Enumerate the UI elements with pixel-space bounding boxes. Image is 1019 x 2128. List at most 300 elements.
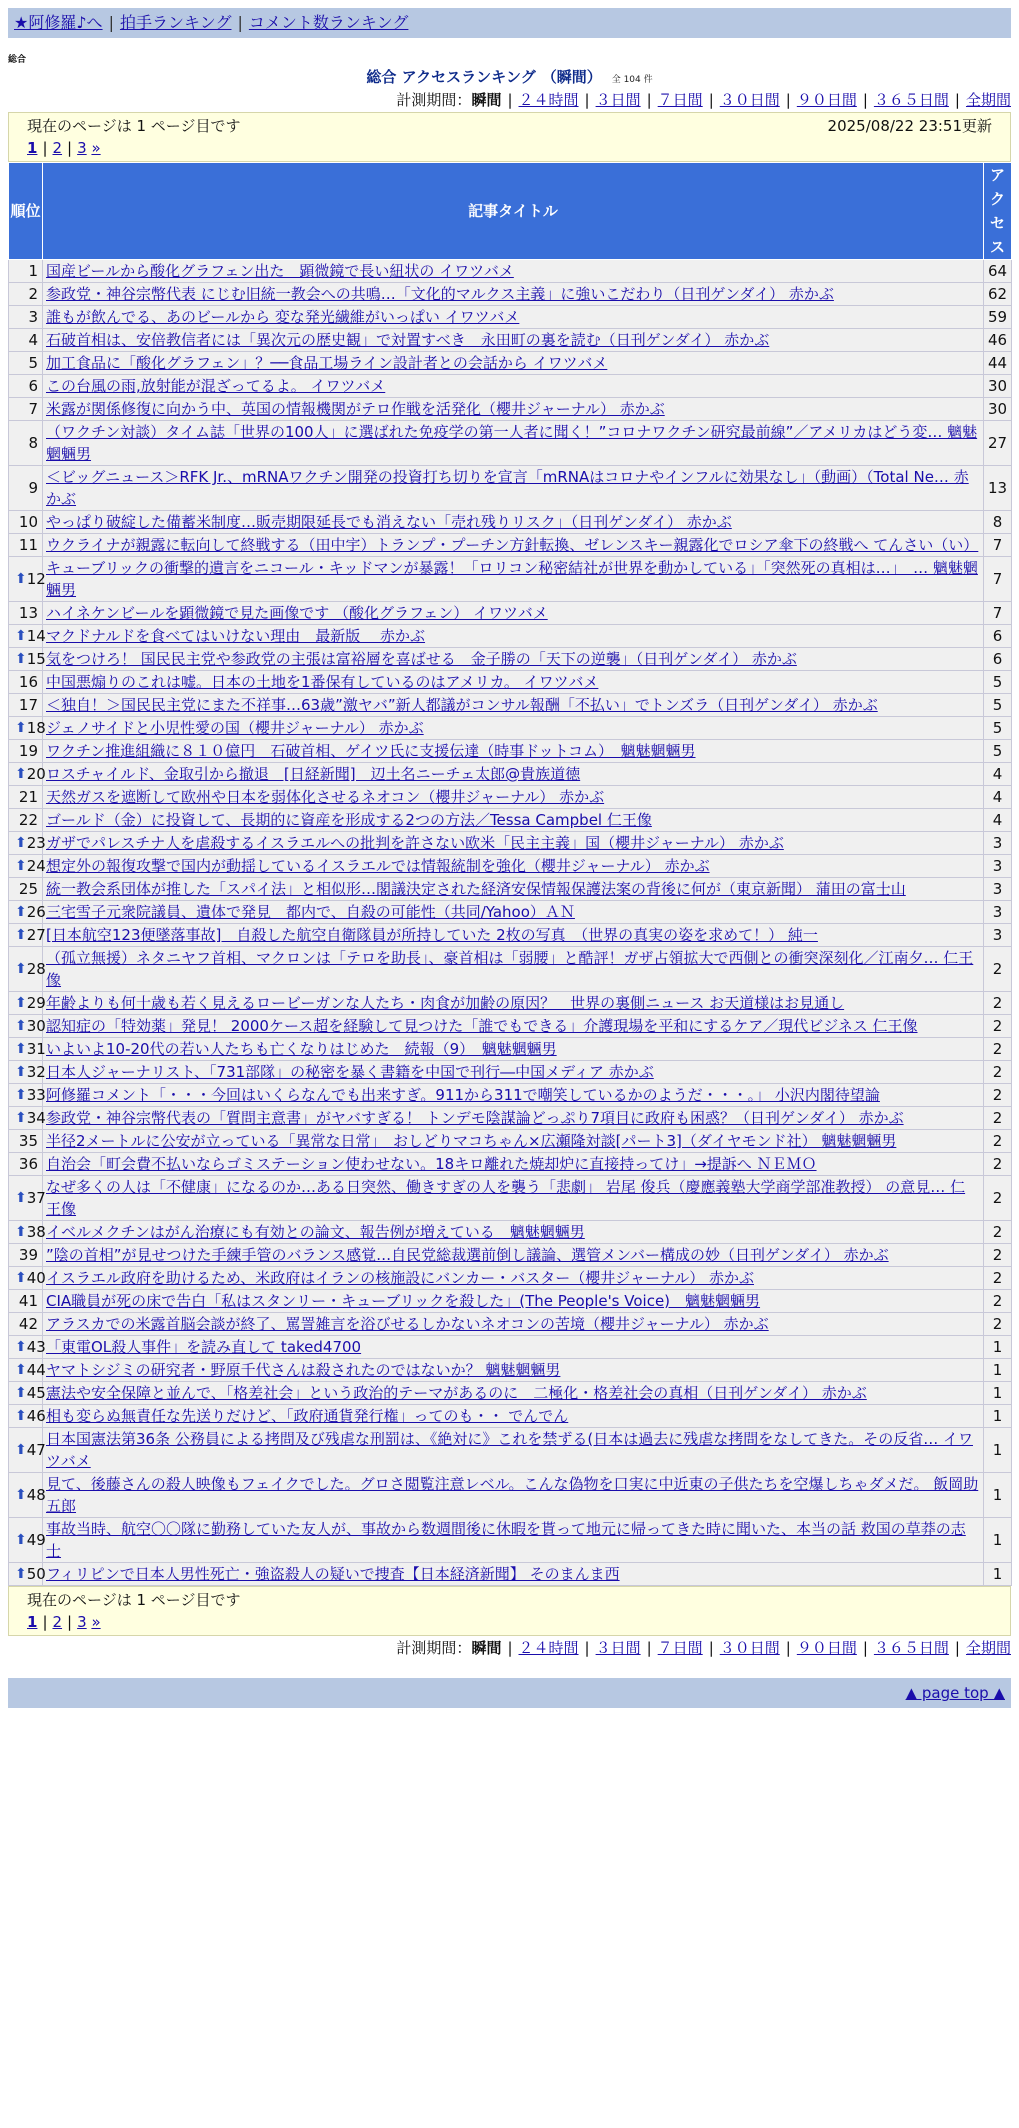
access-count: 2 <box>984 1107 1012 1130</box>
title-cell <box>43 260 984 283</box>
title-cell <box>43 855 984 878</box>
table-row <box>9 1290 1012 1313</box>
article-title-link[interactable]: ハイネケンビールを顕微鏡で見た画像です （酸化グラフェン） イワツバメ <box>46 604 548 622</box>
rank-number: 27 <box>26 926 46 944</box>
ranking-table-body <box>9 260 1012 1586</box>
page-title <box>8 66 1011 88</box>
article-title-link[interactable]: 石破首相は、安倍教信者には「異次元の歴史観」で対置すべき 永田町の裏を読む（日刊ゲンダイ） 赤かぶ <box>46 331 770 349</box>
rank-number: 28 <box>26 960 46 978</box>
table-row <box>9 878 1012 901</box>
up-arrow-icon: ⬆ <box>15 628 27 644</box>
access-count: 30 <box>984 375 1012 398</box>
rank-cell <box>9 421 43 466</box>
access-count: 7 <box>984 557 1012 602</box>
article-title-link[interactable]: 年齢よりも何十歳も若く見えるロービーガンな人たち・肉食が加齢の原因？ 世界の裏側ニュース お天道様はお見通し <box>46 994 845 1012</box>
rank-number: 7 <box>28 400 38 418</box>
table-row <box>9 671 1012 694</box>
rank-header: 順位 <box>9 163 43 260</box>
period-link-3[interactable]: ３０日間 <box>719 1639 780 1657</box>
rank-cell <box>9 329 43 352</box>
rank-number: 1 <box>28 262 38 280</box>
page-separator: | <box>42 1613 48 1631</box>
rank-number: 38 <box>26 1223 46 1241</box>
up-arrow-icon: ⬆ <box>15 858 27 874</box>
period-separator: | <box>584 91 590 109</box>
page-separator: | <box>42 139 48 157</box>
up-arrow-icon: ⬆ <box>15 961 27 977</box>
access-count: 2 <box>984 1267 1012 1290</box>
article-title-link[interactable]: なぜ多くの人は「不健康」になるのか…ある日突然、働きすぎの人を襲う「悲劇」 岩尾 俊兵（慶應義塾大学商学部准教授） の意見… 仁王像 <box>46 1178 966 1218</box>
rank-number: 22 <box>18 811 38 829</box>
rank-cell <box>9 786 43 809</box>
access-count: 5 <box>984 717 1012 740</box>
access-count: 64 <box>984 260 1012 283</box>
rank-cell <box>9 992 46 1015</box>
rank-cell <box>9 260 43 283</box>
article-title-link[interactable]: 「東電OL殺人事件」を読み直して taked4700 <box>46 1338 362 1356</box>
rank-cell <box>9 398 43 421</box>
access-count: 5 <box>984 694 1012 717</box>
access-count: 5 <box>984 671 1012 694</box>
period-link-1[interactable]: ３日間 <box>595 91 641 109</box>
period-separator: | <box>862 1639 868 1657</box>
table-row <box>9 1176 1012 1221</box>
article-title-link[interactable]: 半径2メートルに公安が立っている「異常な日常」 おしどりマコちゃん×広瀬隆対談[パート3]（ダイヤモンド社） 魑魅魍魎男 <box>46 1132 897 1150</box>
up-arrow-icon: ⬆ <box>15 1018 27 1034</box>
table-row <box>9 855 1012 878</box>
period-label: 計測期間： <box>396 1639 472 1657</box>
period-current: 瞬間 <box>471 1639 502 1657</box>
table-row <box>9 1107 1012 1130</box>
article-title-link[interactable]: いよいよ10-20代の若い人たちも亡くなりはじめた 続報（9） 魑魅魍魎男 <box>46 1040 557 1058</box>
rank-number: 31 <box>26 1040 46 1058</box>
rank-cell <box>9 625 46 648</box>
period-link-1[interactable]: ３日間 <box>595 1639 641 1657</box>
article-title-link[interactable]: ヤマトシジミの研究者・野原千代さんは殺されたのではないか？ 魑魅魍魎男 <box>46 1361 561 1379</box>
article-title-link[interactable]: 統一教会系団体が推した「スパイ法」と相似形…閣議決定された経済安保情報保護法案の背後に何が（東京新聞） 蒲田の富士山 <box>46 880 906 898</box>
table-row <box>9 466 1012 511</box>
updated-timestamp: 2025/08/22 23:51更新 <box>827 117 992 135</box>
breadcrumb: 総合 <box>8 55 27 65</box>
rank-number: 12 <box>26 570 46 588</box>
rank-number: 45 <box>26 1384 46 1402</box>
access-count: 3 <box>984 832 1012 855</box>
article-title-link[interactable]: （孤立無援）ネタニヤフ首相、マクロンは「テロを助長」、豪首相は「弱腰」と酷評！ガザ占領拡大で西側との衝突深刻化／江南夕… 仁王像 <box>46 949 974 989</box>
period-link-2[interactable]: ７日間 <box>657 1639 703 1657</box>
article-title-link[interactable]: 相も変らぬ無責任な先送りだけど、「政府通貨発行権」ってのも・・ でんでん <box>46 1407 569 1425</box>
rank-number: 39 <box>18 1246 38 1264</box>
article-title-link[interactable]: ゴールド（金）に投資して、長期的に資産を形成する2つの方法／Tessa Campbel 仁王像 <box>46 811 652 829</box>
title-cell <box>43 763 984 786</box>
title-cell <box>43 625 984 648</box>
up-arrow-icon: ⬆ <box>15 1270 27 1286</box>
rank-cell <box>9 1107 46 1130</box>
article-title-link[interactable]: イベルメクチンはがん治療にも有効との論文、報告例が増えている 魑魅魍魎男 <box>46 1223 585 1241</box>
rank-cell <box>9 1290 43 1313</box>
table-row <box>9 1336 1012 1359</box>
access-count: 1 <box>984 1382 1012 1405</box>
rank-number: 49 <box>26 1531 46 1549</box>
table-row <box>9 1244 1012 1267</box>
up-arrow-icon: ⬆ <box>15 720 27 736</box>
page-separator: | <box>67 1613 73 1631</box>
title-cell <box>43 786 984 809</box>
access-count: 3 <box>984 901 1012 924</box>
period-link-5[interactable]: ３６５日間 <box>873 1639 949 1657</box>
title-cell <box>43 1518 984 1563</box>
access-count: 6 <box>984 625 1012 648</box>
access-count: 1 <box>984 1563 1012 1586</box>
table-row <box>9 947 1012 992</box>
access-count: 2 <box>984 947 1012 992</box>
rank-cell <box>9 306 43 329</box>
table-row <box>9 1130 1012 1153</box>
period-link-2[interactable]: ７日間 <box>657 91 703 109</box>
article-title-link[interactable]: 米露が関係修復に向かう中、英国の情報機関がテロ作戦を活発化（櫻井ジャーナル） 赤かぶ <box>46 400 665 418</box>
rank-number: 36 <box>18 1155 38 1173</box>
rank-cell <box>9 1382 46 1405</box>
page-link-2[interactable]: 2 <box>52 139 63 157</box>
up-arrow-icon: ⬆ <box>15 1041 27 1057</box>
rank-number: 20 <box>26 765 46 783</box>
article-title-link[interactable]: 誰もが飲んでる、あのビールから 変な発光繊維がいっぱい イワツバメ <box>46 308 520 326</box>
article-title-link[interactable]: 日本国憲法第36条 公務員による拷問及び残虐な刑罰は、《絶対に》これを禁ずる(日本は過去に残虐な拷問をなしてきた。その反省… イワツバメ <box>46 1430 973 1470</box>
up-arrow-icon: ⬆ <box>15 1532 27 1548</box>
rank-cell <box>9 1015 46 1038</box>
title-cell <box>43 466 984 511</box>
table-row <box>9 648 1012 671</box>
title-cell <box>43 1107 984 1130</box>
article-title-link[interactable]: やっぱり破綻した備蓄米制度…販売期限延長でも消えない「売れ残りリスク」（日刊ゲンダイ） 赤かぶ <box>46 513 732 531</box>
title-cell <box>43 1563 984 1586</box>
period-selector-bottom <box>8 1636 1011 1660</box>
page-top-link[interactable]: ▲ page top ▲ <box>905 1684 1005 1702</box>
article-title-link[interactable]: ガザでパレスチナ人を虐殺するイスラエルへの批判を許さない欧米「民主主義」国（櫻井ジャーナル） 赤かぶ <box>46 834 784 852</box>
access-count: 4 <box>984 763 1012 786</box>
rank-cell <box>9 1313 43 1336</box>
page-link-current[interactable]: 1 <box>27 1613 38 1631</box>
title-cell <box>43 1405 984 1428</box>
period-separator: | <box>708 1639 714 1657</box>
page-title-mode: （瞬間） <box>541 68 602 86</box>
rank-number: 5 <box>28 354 38 372</box>
title-cell <box>43 557 984 602</box>
article-title-link[interactable]: ジェノサイドと小児性愛の国（櫻井ジャーナル） 赤かぶ <box>46 719 424 737</box>
access-count: 27 <box>984 421 1012 466</box>
rank-number: 35 <box>18 1132 38 1150</box>
article-title-link[interactable]: 想定外の報復攻撃で国内が動揺しているイスラエルでは情報統制を強化（櫻井ジャーナル） 赤かぶ <box>46 857 710 875</box>
access-header: アクセス <box>984 163 1012 260</box>
title-cell <box>43 329 984 352</box>
table-row <box>9 740 1012 763</box>
title-cell <box>43 306 984 329</box>
access-count: 3 <box>984 924 1012 947</box>
page-next-link[interactable]: » <box>91 139 101 157</box>
rank-number: 21 <box>18 788 38 806</box>
table-header-row <box>9 163 1012 260</box>
rank-cell <box>9 924 46 947</box>
title-cell <box>43 352 984 375</box>
title-cell <box>43 1084 984 1107</box>
article-title-link[interactable]: 国産ビールから酸化グラフェン出た 顕微鏡で長い紐状の イワツバメ <box>46 262 514 280</box>
title-cell <box>43 832 984 855</box>
table-row <box>9 1563 1012 1586</box>
page-link-3[interactable]: 3 <box>77 1613 87 1631</box>
rank-cell <box>9 1518 46 1563</box>
period-current: 瞬間 <box>471 91 502 109</box>
article-title-link[interactable]: 日本人ジャーナリスト、「731部隊」の秘密を暴く書籍を中国で刊行―中国メディア 赤かぶ <box>46 1063 654 1081</box>
title-cell <box>43 398 984 421</box>
up-arrow-icon: ⬆ <box>15 1339 27 1355</box>
title-cell <box>43 1130 984 1153</box>
home-link[interactable]: ★阿修羅♪へ <box>14 13 103 32</box>
period-link-0[interactable]: ２４時間 <box>518 1639 579 1657</box>
up-arrow-icon: ⬆ <box>15 995 27 1011</box>
page-title-text: 総合 アクセスランキング <box>366 68 536 86</box>
title-cell <box>43 511 984 534</box>
rank-cell <box>9 809 43 832</box>
rank-cell <box>9 1038 46 1061</box>
rank-cell <box>9 557 46 602</box>
rank-number: 10 <box>18 513 38 531</box>
access-count: 59 <box>984 306 1012 329</box>
rank-number: 9 <box>28 479 38 497</box>
period-link-3[interactable]: ３０日間 <box>719 91 780 109</box>
title-cell <box>43 1061 984 1084</box>
article-title-link[interactable]: イスラエル政府を助けるため、米政府はイランの核施設にバンカー・バスター（櫻井ジャーナル） 赤かぶ <box>46 1269 754 1287</box>
total-count: 全 104 件 <box>611 75 653 85</box>
rank-number: 15 <box>26 650 46 668</box>
comment-ranking-link[interactable]: コメント数ランキング <box>248 13 409 32</box>
article-title-link[interactable]: この台風の雨,放射能が混ざってるよ。 イワツバメ <box>46 377 386 395</box>
rank-number: 17 <box>18 696 38 714</box>
rank-cell <box>9 878 43 901</box>
period-link-6[interactable]: 全期間 <box>965 91 1011 109</box>
title-cell <box>43 1359 984 1382</box>
page-next-link[interactable]: » <box>91 1613 101 1631</box>
article-title-link[interactable]: 参政党・神谷宗幣代表 にじむ旧統一教会への共鳴…「文化的マルクス主義」に強いこだわり（日刊ゲンダイ） 赤かぶ <box>46 285 834 303</box>
access-count: 2 <box>984 1015 1012 1038</box>
table-row <box>9 1038 1012 1061</box>
access-count: 2 <box>984 1313 1012 1336</box>
table-row <box>9 992 1012 1015</box>
article-title-link[interactable]: フィリピンで日本人男性死亡・強盗殺人の疑いで捜査【日本経済新聞】 そのまんま西 <box>46 1565 620 1583</box>
period-separator: | <box>584 1639 590 1657</box>
article-title-link[interactable]: 事故当時、航空〇〇隊に勤務していた友人が、事故から数週間後に休暇を貰って地元に帰ってきた時に聞いた、本当の話 救国の草莽の志士 <box>46 1520 966 1560</box>
current-page-text: 現在のページは 1 ページ目です <box>27 117 241 135</box>
article-title-link[interactable]: 認知症の「特効薬」発見！ 2000ケース超を経験して見つけた「誰でもできる」介護現場を平和にするケア／現代ビジネス 仁王像 <box>46 1017 918 1035</box>
rank-cell <box>9 832 46 855</box>
article-title-link[interactable]: 憲法や安全保障と並んで、「格差社会」という政治的テーマがあるのに 二極化・格差社会の真相（日刊ゲンダイ） 赤かぶ <box>46 1384 867 1402</box>
rank-cell <box>9 1130 43 1153</box>
rank-cell <box>9 901 46 924</box>
rank-number: 14 <box>26 627 46 645</box>
rank-number: 44 <box>26 1361 46 1379</box>
period-link-4[interactable]: ９０日間 <box>796 91 857 109</box>
table-row <box>9 375 1012 398</box>
table-row <box>9 329 1012 352</box>
article-title-link[interactable]: キューブリックの衝撃的遺言をニコール・キッドマンが暴露！「ロリコン秘密結社が世界を動かしている」「突然死の真相は…」 … 魑魅魍魎男 <box>46 559 978 599</box>
access-count: 2 <box>984 1153 1012 1176</box>
table-row <box>9 625 1012 648</box>
article-title-link[interactable]: ＜独自！＞国民民主党にまた不祥事…63歳”激ヤバ”新人都議がコンサル報酬「不払い」でトンズラ（日刊ゲンダイ） 赤かぶ <box>46 696 878 714</box>
article-title-link[interactable]: （ワクチン対談）タイム誌「世界の100人」に選ばれた免疫学の第一人者に聞く！”コロナワクチン研究最前線”／アメリカはどう変… 魑魅魍魎男 <box>46 423 978 463</box>
title-cell <box>43 671 984 694</box>
period-link-6[interactable]: 全期間 <box>965 1639 1011 1657</box>
up-arrow-icon: ⬆ <box>15 1224 27 1240</box>
period-link-4[interactable]: ９０日間 <box>796 1639 857 1657</box>
period-link-5[interactable]: ３６５日間 <box>873 91 949 109</box>
article-title-link[interactable]: アラスカでの米露首脳会談が終了、罵詈雑言を浴びせるしかないネオコンの苦境（櫻井ジャーナル） 赤かぶ <box>46 1315 769 1333</box>
table-row <box>9 306 1012 329</box>
article-title-link[interactable]: 阿修羅コメント「・・・今回はいくらなんでも出来すぎ。911から311で嘲笑しているかのようだ・・・。」 小沢内閣待望論 <box>46 1086 880 1104</box>
table-row <box>9 809 1012 832</box>
title-cell <box>43 901 984 924</box>
footer-nav <box>8 1678 1011 1708</box>
clap-ranking-link[interactable]: 拍手ランキング <box>119 13 232 32</box>
article-title-link[interactable]: CIA職員が死の床で告白「私はスタンリー・キューブリックを殺した」(The People's Voice) 魑魅魍魎男 <box>46 1292 761 1310</box>
access-count: 6 <box>984 648 1012 671</box>
up-arrow-icon: ⬆ <box>15 1385 27 1401</box>
rank-cell <box>9 466 43 511</box>
title-cell <box>43 740 984 763</box>
title-cell <box>43 1428 984 1473</box>
article-title-link[interactable]: 加工食品に「酸化グラフェン」？──食品工場ライン設計者との会話から イワツバメ <box>46 354 608 372</box>
page-separator: | <box>67 139 73 157</box>
up-arrow-icon: ⬆ <box>15 1190 27 1206</box>
rank-number: 47 <box>26 1441 46 1459</box>
table-row <box>9 1359 1012 1382</box>
rank-cell <box>9 1153 43 1176</box>
table-row <box>9 283 1012 306</box>
article-title-link[interactable]: 自治会「町会費不払いならゴミステーション使わせない。18キロ離れた焼却炉に直接持ってけ」→提訴へ ＮＥＭＯ <box>46 1155 817 1173</box>
title-cell <box>43 283 984 306</box>
period-separator: | <box>785 1639 791 1657</box>
rank-cell <box>9 602 43 625</box>
rank-cell <box>9 511 43 534</box>
period-separator: | <box>646 1639 652 1657</box>
title-cell <box>43 534 984 557</box>
page-link-3[interactable]: 3 <box>77 139 87 157</box>
article-title-link[interactable]: 中国悪煽りのこれは嘘。日本の土地を1番保有しているのはアメリカ。 イワツバメ <box>46 673 599 691</box>
access-count: 2 <box>984 1244 1012 1267</box>
access-count: 1 <box>984 1473 1012 1518</box>
rank-cell <box>9 1563 46 1586</box>
rank-number: 29 <box>26 994 46 1012</box>
table-row <box>9 1313 1012 1336</box>
rank-number: 6 <box>28 377 38 395</box>
rank-number: 13 <box>18 604 38 622</box>
period-separator: | <box>862 91 868 109</box>
rank-cell <box>9 1084 46 1107</box>
rank-number: 43 <box>26 1338 46 1356</box>
access-count: 2 <box>984 1290 1012 1313</box>
period-separator: | <box>507 1639 513 1657</box>
title-cell <box>43 924 984 947</box>
up-arrow-icon: ⬆ <box>15 927 27 943</box>
access-count: 2 <box>984 1176 1012 1221</box>
article-title-link[interactable]: ”陰の首相”が見せつけた手練手管のバランス感覚…自民党総裁選前倒し議論、選管メンバー構成の妙（日刊ゲンダイ） 赤かぶ <box>46 1246 889 1264</box>
title-cell <box>43 947 984 992</box>
period-separator: | <box>954 91 960 109</box>
title-cell <box>43 1382 984 1405</box>
article-title-link[interactable]: ＜ビッグニュース＞RFK Jr.、mRNAワクチン開発の投資打ち切りを宣言「mRNAはコロナやインフルに効果なし」（動画）（Total Ne… 赤かぶ <box>46 468 969 508</box>
access-count: 1 <box>984 1336 1012 1359</box>
table-row <box>9 557 1012 602</box>
title-cell <box>43 1267 984 1290</box>
page-link-2[interactable]: 2 <box>52 1613 63 1631</box>
title-cell <box>43 878 984 901</box>
article-title-link[interactable]: 見て、後藤さんの殺人映像もフェイクでした。グロさ閲覧注意レベル。こんな偽物を口実に中近東の子供たちを空爆しちゃダメだ。 飯岡助五郎 <box>46 1475 979 1515</box>
ranking-table <box>8 162 1012 1586</box>
article-title-link[interactable]: 気をつけろ！ 国民民主党や参政党の主張は富裕層を喜ばせる 金子勝の「天下の逆襲」（日刊ゲンダイ） 赤かぶ <box>46 650 797 668</box>
access-count: 13 <box>984 466 1012 511</box>
rank-cell <box>9 648 46 671</box>
article-title-link[interactable]: ウクライナが親露に転向して終戦する（田中宇）トランプ・プーチン方針転換、ゼレンスキー親露化でロシア傘下の終戦へ てんさい（い） <box>46 536 979 554</box>
period-separator: | <box>954 1639 960 1657</box>
access-count: 2 <box>984 1221 1012 1244</box>
rank-number: 46 <box>26 1407 46 1425</box>
rank-number: 23 <box>26 834 46 852</box>
article-title-link[interactable]: 参政党・神谷宗幣代表の「質問主意書」がヤバすぎる！ トンデモ陰謀論どっぷり7項目に政府も困惑？（日刊ゲンダイ） 赤かぶ <box>46 1109 904 1127</box>
current-page-text: 現在のページは 1 ページ目です <box>27 1591 241 1609</box>
rank-number: 2 <box>28 285 38 303</box>
article-title-link[interactable]: マクドナルドを食べてはいけない理由 最新版 赤かぶ <box>46 627 426 645</box>
article-title-link[interactable]: ワクチン推進組織に８１０億円 石破首相、ゲイツ氏に支援伝達（時事ドットコム） 魑魅魍魎男 <box>46 742 696 760</box>
page-link-current[interactable]: 1 <box>27 139 38 157</box>
title-cell <box>43 809 984 832</box>
rank-cell <box>9 671 43 694</box>
up-arrow-icon: ⬆ <box>15 1487 27 1503</box>
title-cell <box>43 717 984 740</box>
page-links <box>27 137 992 159</box>
table-row <box>9 717 1012 740</box>
access-count: 4 <box>984 786 1012 809</box>
table-row <box>9 511 1012 534</box>
title-cell <box>43 1153 984 1176</box>
title-cell <box>43 602 984 625</box>
period-separator: | <box>646 91 652 109</box>
table-row <box>9 534 1012 557</box>
access-count: 3 <box>984 855 1012 878</box>
up-arrow-icon: ⬆ <box>15 1087 27 1103</box>
page-links <box>27 1611 992 1633</box>
title-cell <box>43 1221 984 1244</box>
access-count: 2 <box>984 1084 1012 1107</box>
rank-number: 40 <box>26 1269 46 1287</box>
rank-cell <box>9 855 46 878</box>
period-link-0[interactable]: ２４時間 <box>518 91 579 109</box>
up-arrow-icon: ⬆ <box>15 651 27 667</box>
up-arrow-icon: ⬆ <box>15 571 27 587</box>
access-count: 2 <box>984 992 1012 1015</box>
article-title-link[interactable]: [日本航空123便墜落事故] 自殺した航空自衛隊員が所持していた 2枚の写真 （世界の真実の姿を求めて！） 純一 <box>46 926 818 944</box>
rank-cell <box>9 1267 46 1290</box>
table-row <box>9 1473 1012 1518</box>
article-title-link[interactable]: 三宅雪子元衆院議員、遺体で発見 都内で、自殺の可能性（共同/Yahoo）ＡＮ <box>46 903 575 921</box>
period-separator: | <box>708 91 714 109</box>
table-row <box>9 1015 1012 1038</box>
article-title-link[interactable]: ロスチャイルド、金取引から撤退 [日経新聞] 辺土名ニーチェ太郎@貴族道徳 <box>46 765 581 783</box>
table-row <box>9 924 1012 947</box>
nav-separator: | <box>108 13 114 32</box>
article-title-link[interactable]: 天然ガスを遮断して欧州や日本を弱体化させるネオコン（櫻井ジャーナル） 赤かぶ <box>46 788 605 806</box>
title-cell <box>43 648 984 671</box>
rank-cell <box>9 534 43 557</box>
top-nav <box>8 8 1011 38</box>
rank-number: 32 <box>26 1063 46 1081</box>
title-cell <box>43 1015 984 1038</box>
